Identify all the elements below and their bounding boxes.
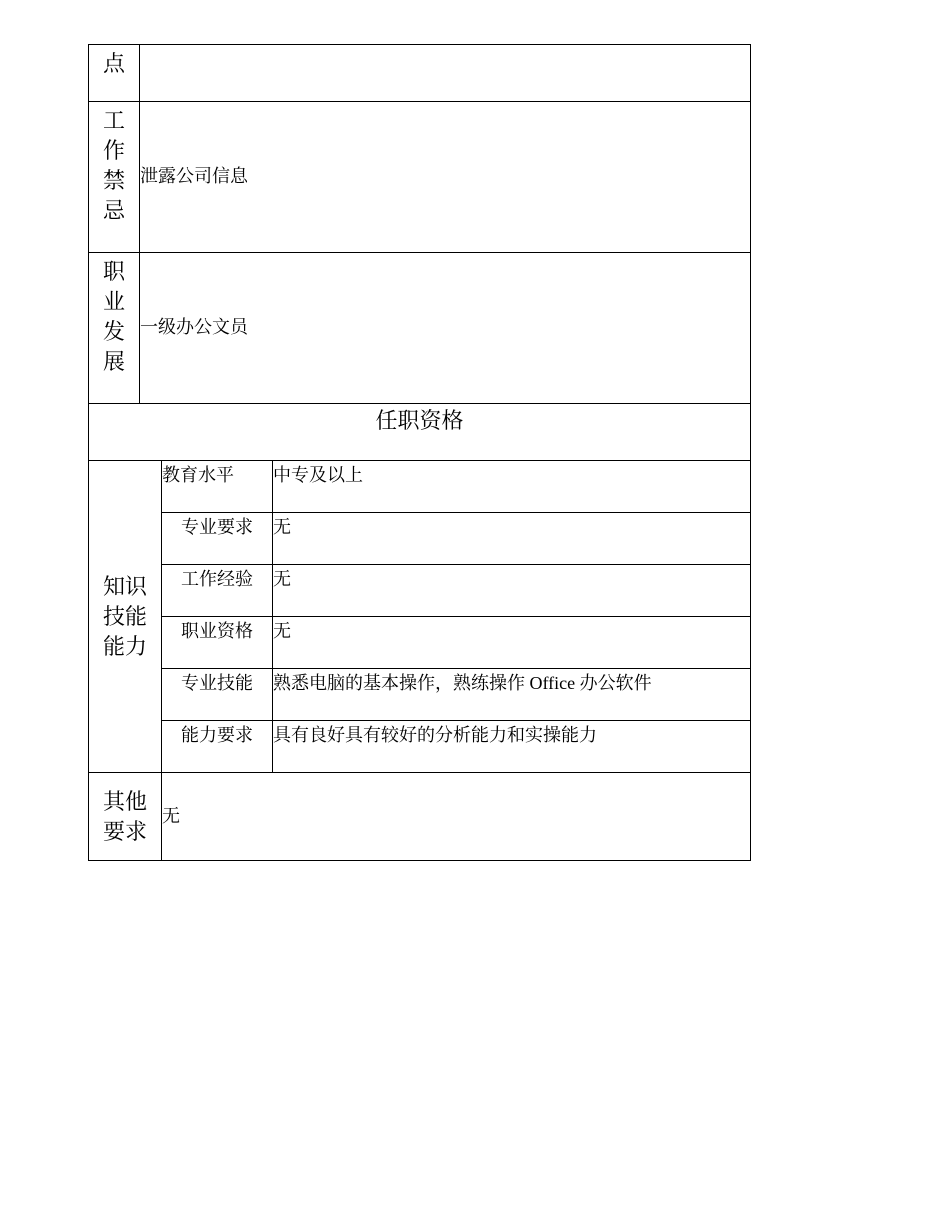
taboos-label: 工 作 禁 忌 xyxy=(89,102,140,253)
qualification-row xyxy=(89,617,751,669)
experience-value: 无 xyxy=(273,565,751,617)
key-points-row xyxy=(89,45,751,102)
major-value: 无 xyxy=(273,513,751,565)
career-label: 职 业 发 展 xyxy=(89,253,140,404)
taboos-value: 泄露公司信息 xyxy=(140,102,751,253)
major-label: 专业要求 xyxy=(162,513,273,565)
skills-label: 专业技能 xyxy=(162,669,273,721)
experience-label: 工作经验 xyxy=(162,565,273,617)
key-points-value xyxy=(140,45,751,102)
other-requirements-label: 其他 要求 xyxy=(89,773,162,861)
ability-label: 能力要求 xyxy=(162,721,273,773)
other-requirements-row xyxy=(89,773,751,861)
taboos-row xyxy=(89,102,751,253)
certification-value: 无 xyxy=(273,617,751,669)
job-description-table xyxy=(88,44,751,861)
key-points-label: 点 xyxy=(89,45,140,102)
knowledge-skills-label: 知识 技能 能力 xyxy=(89,461,162,773)
skills-value: 熟悉电脑的基本操作，熟练操作 Office 办公软件 xyxy=(273,669,751,721)
qualification-row xyxy=(89,721,751,773)
education-label: 教育水平 xyxy=(162,461,273,513)
qualification-row xyxy=(89,565,751,617)
ability-value: 具有良好具有较好的分析能力和实操能力 xyxy=(273,721,751,773)
qualification-row xyxy=(89,669,751,721)
qualification-row xyxy=(89,513,751,565)
qualifications-title-row xyxy=(89,404,751,461)
career-row xyxy=(89,253,751,404)
other-requirements-value: 无 xyxy=(162,773,751,861)
qualifications-title: 任职资格 xyxy=(89,404,751,461)
certification-label: 职业资格 xyxy=(162,617,273,669)
qualification-row xyxy=(89,461,751,513)
career-value: 一级办公文员 xyxy=(140,253,751,404)
education-value: 中专及以上 xyxy=(273,461,751,513)
